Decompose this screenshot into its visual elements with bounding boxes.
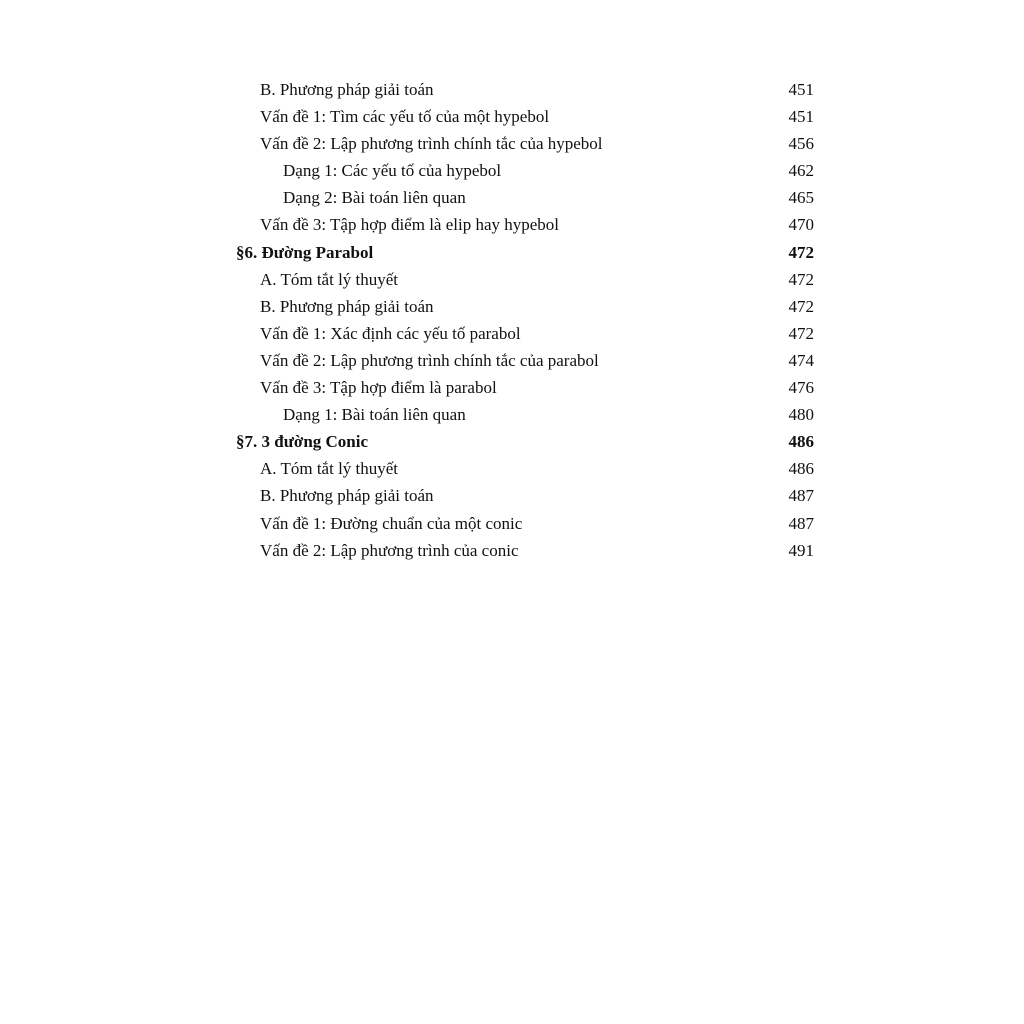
toc-page-number: 470 — [788, 215, 814, 235]
toc-entry-row — [236, 401, 814, 428]
toc-dot-leader — [560, 229, 787, 230]
toc-entry-row — [236, 157, 814, 184]
toc-dot-leader — [600, 365, 788, 366]
toc-entry-row — [236, 482, 814, 509]
toc-entry-title: Dạng 2: Bài toán liên quan — [283, 188, 466, 208]
toc-entry-title: Vấn đề 2: Lập phương trình chính tắc của parabol — [260, 350, 599, 370]
toc-dot-leader — [502, 175, 787, 176]
toc-page-number: 487 — [788, 513, 814, 533]
toc-dot-leader — [523, 528, 787, 529]
toc-entry-title: Vấn đề 3: Tập hợp điểm là elip hay hypebol — [260, 215, 560, 235]
toc-dot-leader — [522, 338, 788, 339]
toc-page-number: 451 — [788, 80, 814, 99]
toc-dot-leader — [374, 257, 787, 258]
toc-dot-leader — [435, 311, 788, 312]
toc-entry-title: §6. Đường Parabol — [236, 242, 374, 262]
toc-entry-title: B. Phương pháp giải toán — [260, 486, 434, 506]
toc-dot-leader — [550, 121, 787, 122]
toc-entry-row — [236, 537, 814, 564]
toc-entry-row — [236, 510, 814, 537]
toc-entry-title: A. Tóm tắt lý thuyết — [260, 269, 399, 289]
toc-section-row — [236, 428, 814, 455]
toc-entry-row — [236, 184, 814, 211]
toc-entry-row — [236, 103, 814, 130]
toc-page-number: 472 — [788, 242, 814, 262]
toc-entry-title: Vấn đề 2: Lập phương trình chính tắc của hypebol — [260, 134, 603, 154]
toc-entry-row — [236, 266, 814, 293]
toc-entry-row — [236, 347, 814, 374]
toc-entry-title: Vấn đề 2: Lập phương trình của conic — [260, 540, 519, 560]
toc-page-number: 486 — [788, 459, 814, 479]
toc-page-number: 465 — [788, 188, 814, 208]
toc-entry-row — [236, 211, 814, 238]
toc-dot-leader — [369, 446, 787, 447]
toc-page-number: 472 — [788, 269, 814, 289]
toc-entry-row — [236, 455, 814, 482]
toc-entry-title: Dạng 1: Bài toán liên quan — [283, 405, 466, 425]
toc-entry-row — [236, 293, 814, 320]
toc-dot-leader — [498, 392, 788, 393]
toc-entry-title: B. Phương pháp giải toán — [260, 296, 434, 316]
toc-page-number: 474 — [788, 350, 814, 370]
toc-dot-leader — [604, 148, 788, 149]
toc-page-number: 472 — [788, 323, 814, 343]
toc-page-number: 451 — [788, 107, 814, 127]
toc-page-number: 491 — [788, 540, 814, 560]
toc-dot-leader — [435, 500, 788, 501]
toc-page-number: 472 — [788, 296, 814, 316]
toc-page-number: 476 — [788, 378, 814, 398]
toc-dot-leader — [467, 202, 788, 203]
toc-page-number: 462 — [788, 161, 814, 181]
table-of-contents — [236, 76, 814, 564]
toc-entry-row — [236, 130, 814, 157]
toc-entry-title: A. Tóm tắt lý thuyết — [260, 459, 399, 479]
toc-page-number: 456 — [788, 134, 814, 154]
toc-entry-row — [236, 76, 814, 103]
toc-entry-title: B. Phương pháp giải toán — [260, 80, 434, 99]
toc-dot-leader — [399, 284, 787, 285]
toc-page-number: 480 — [788, 405, 814, 425]
toc-page-number: 487 — [788, 486, 814, 506]
toc-entry-title: Vấn đề 3: Tập hợp điểm là parabol — [260, 378, 497, 398]
toc-dot-leader — [399, 473, 787, 474]
toc-entry-title: Vấn đề 1: Đường chuẩn của một conic — [260, 513, 523, 533]
toc-entry-title: Dạng 1: Các yếu tố của hypebol — [283, 161, 502, 181]
toc-dot-leader — [435, 94, 788, 95]
toc-dot-leader — [467, 419, 788, 420]
toc-entry-title: §7. 3 đường Conic — [236, 432, 369, 452]
toc-entry-row — [236, 374, 814, 401]
toc-section-row — [236, 239, 814, 266]
toc-entry-title: Vấn đề 1: Xác định các yếu tố parabol — [260, 323, 521, 343]
toc-entry-title: Vấn đề 1: Tìm các yếu tố của một hypebol — [260, 107, 550, 127]
toc-page-number: 486 — [788, 432, 814, 452]
toc-entry-row — [236, 320, 814, 347]
toc-dot-leader — [520, 555, 788, 556]
